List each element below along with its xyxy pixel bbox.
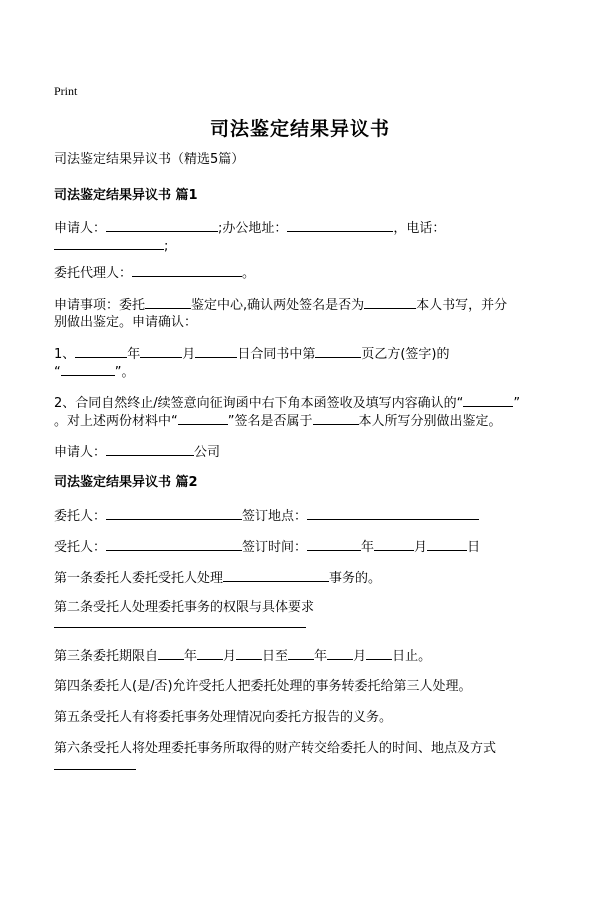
- applicant-label: 申请人：: [54, 221, 107, 236]
- article1-blank: [223, 568, 329, 582]
- article3-end: 日止。: [392, 649, 432, 664]
- article3-year2: 年: [314, 649, 328, 664]
- article-4: 第四条委托人(是/否)允许受托人把委托处理的事务转委托给第三人处理。: [54, 679, 472, 694]
- request-blank-1: [145, 295, 191, 309]
- article-2-blank-line: [54, 614, 306, 635]
- confirm2-text-a: 2、合同自然终止/续签意向征询函中右下角本函签收及填写内容确认的“: [54, 396, 464, 411]
- confirm1-num: 1、: [54, 347, 76, 362]
- article-6-blank-line: [54, 756, 136, 777]
- client-label: 委托人：: [54, 509, 107, 524]
- document-subtitle: 司法鉴定结果异议书（精选5篇）: [54, 152, 245, 167]
- phone-label: ，电话：: [393, 221, 446, 236]
- confirm2-text-b: ”: [513, 396, 521, 411]
- confirm2-blank-2: [178, 411, 228, 425]
- request-text-b: 鉴定中心,确认两处签名是否为: [191, 298, 365, 313]
- sign-month-blank: [374, 537, 414, 551]
- article1-text-b: 事务的。: [329, 571, 382, 586]
- phone-line-end: ;: [164, 239, 169, 254]
- confirm2-line2-c: 本人所写分别做出鉴定。: [358, 414, 502, 429]
- article3-day2-blank: [366, 646, 392, 660]
- applicant2-blank: [106, 442, 194, 456]
- article-3: [54, 646, 431, 667]
- confirm1-text-c: 页乙方(签字)的: [361, 347, 450, 362]
- article-5: 第五条受托人有将委托事务处理情况向委托方报告的义务。: [54, 710, 393, 725]
- agent-end: 。: [242, 266, 256, 281]
- confirm-item-1-line2: [54, 362, 135, 383]
- phone-line: [54, 236, 168, 257]
- request-text-a: 申请事项：委托: [54, 298, 146, 313]
- sign-day: 日: [467, 540, 481, 555]
- document-title: 司法鉴定结果异议书: [209, 118, 390, 140]
- confirm1-text-b: 日合同书中第: [237, 347, 316, 362]
- confirm2-line2-a: 。对上述两份材料中“: [54, 414, 178, 429]
- article3-month2-blank: [327, 646, 353, 660]
- article6-blank: [54, 756, 136, 770]
- sign-place-label: 签订地点：: [242, 509, 308, 524]
- request-blank-2: [364, 295, 416, 309]
- agent-line: [54, 263, 255, 284]
- article2-blank: [54, 614, 306, 628]
- part2-heading: 司法鉴定结果异议书 篇2: [54, 475, 198, 490]
- sign-year-blank: [307, 537, 361, 551]
- sign-year: 年: [361, 540, 375, 555]
- confirm1-open-quote: “: [54, 365, 61, 380]
- confirm2-blank-1: [463, 393, 513, 407]
- confirm1-year-blank: [75, 344, 127, 358]
- print-label[interactable]: Print: [54, 84, 78, 98]
- office-blank: [287, 218, 393, 232]
- sign-month: 月: [414, 540, 428, 555]
- trustee-label: 受托人：: [54, 540, 107, 555]
- sign-place-blank: [307, 506, 479, 520]
- article3-text-a: 第三条委托期限自: [54, 649, 159, 664]
- confirm1-year: 年: [127, 347, 141, 362]
- confirm2-blank-3: [313, 411, 359, 425]
- applicant2-label: 申请人：: [54, 445, 107, 460]
- trustee-blank: [106, 537, 242, 551]
- confirm1-close-quote: ”。: [114, 365, 135, 380]
- article-1: [54, 568, 381, 589]
- confirm1-day-blank: [195, 344, 237, 358]
- confirm-item-2-line2: [54, 411, 502, 432]
- confirm1-month-blank: [140, 344, 182, 358]
- article-2: 第二条受托人处理委托事务的权限与具体要求: [54, 600, 315, 615]
- applicant-company-line: [54, 442, 220, 463]
- sign-time-label: 签订时间：: [242, 540, 308, 555]
- client-blank: [106, 506, 242, 520]
- sign-day-blank: [427, 537, 467, 551]
- article1-text-a: 第一条委托人委托受托人处理: [54, 571, 224, 586]
- article3-month1: 月: [223, 649, 237, 664]
- phone-blank: [54, 236, 164, 250]
- request-line-2: 别做出鉴定。申请确认：: [54, 315, 198, 330]
- article3-month2: 月: [353, 649, 367, 664]
- article3-year2-blank: [288, 646, 314, 660]
- article3-to: 日至: [262, 649, 289, 664]
- trustee-line: [54, 537, 480, 558]
- client-line: [54, 506, 479, 527]
- article-6: 第六条受托人将处理委托事务所取得的财产转交给委托人的时间、地点及方式: [54, 741, 497, 756]
- agent-label: 委托代理人：: [54, 266, 133, 281]
- confirm2-line2-b: ”签名是否属于: [227, 414, 313, 429]
- confirm1-page-blank: [315, 344, 361, 358]
- part1-heading: 司法鉴定结果异议书 篇1: [54, 188, 198, 203]
- article3-year1-blank: [158, 646, 184, 660]
- request-text-c: 本人书写，并分: [416, 298, 508, 313]
- confirm1-sign-blank: [61, 362, 115, 376]
- confirm1-month: 月: [182, 347, 196, 362]
- agent-blank: [132, 263, 242, 277]
- article3-day1-blank: [236, 646, 262, 660]
- office-label: ;办公地址：: [218, 221, 288, 236]
- article3-month1-blank: [197, 646, 223, 660]
- company-label: 公司: [194, 445, 221, 460]
- applicant-blank: [106, 218, 218, 232]
- article3-year1: 年: [184, 649, 198, 664]
